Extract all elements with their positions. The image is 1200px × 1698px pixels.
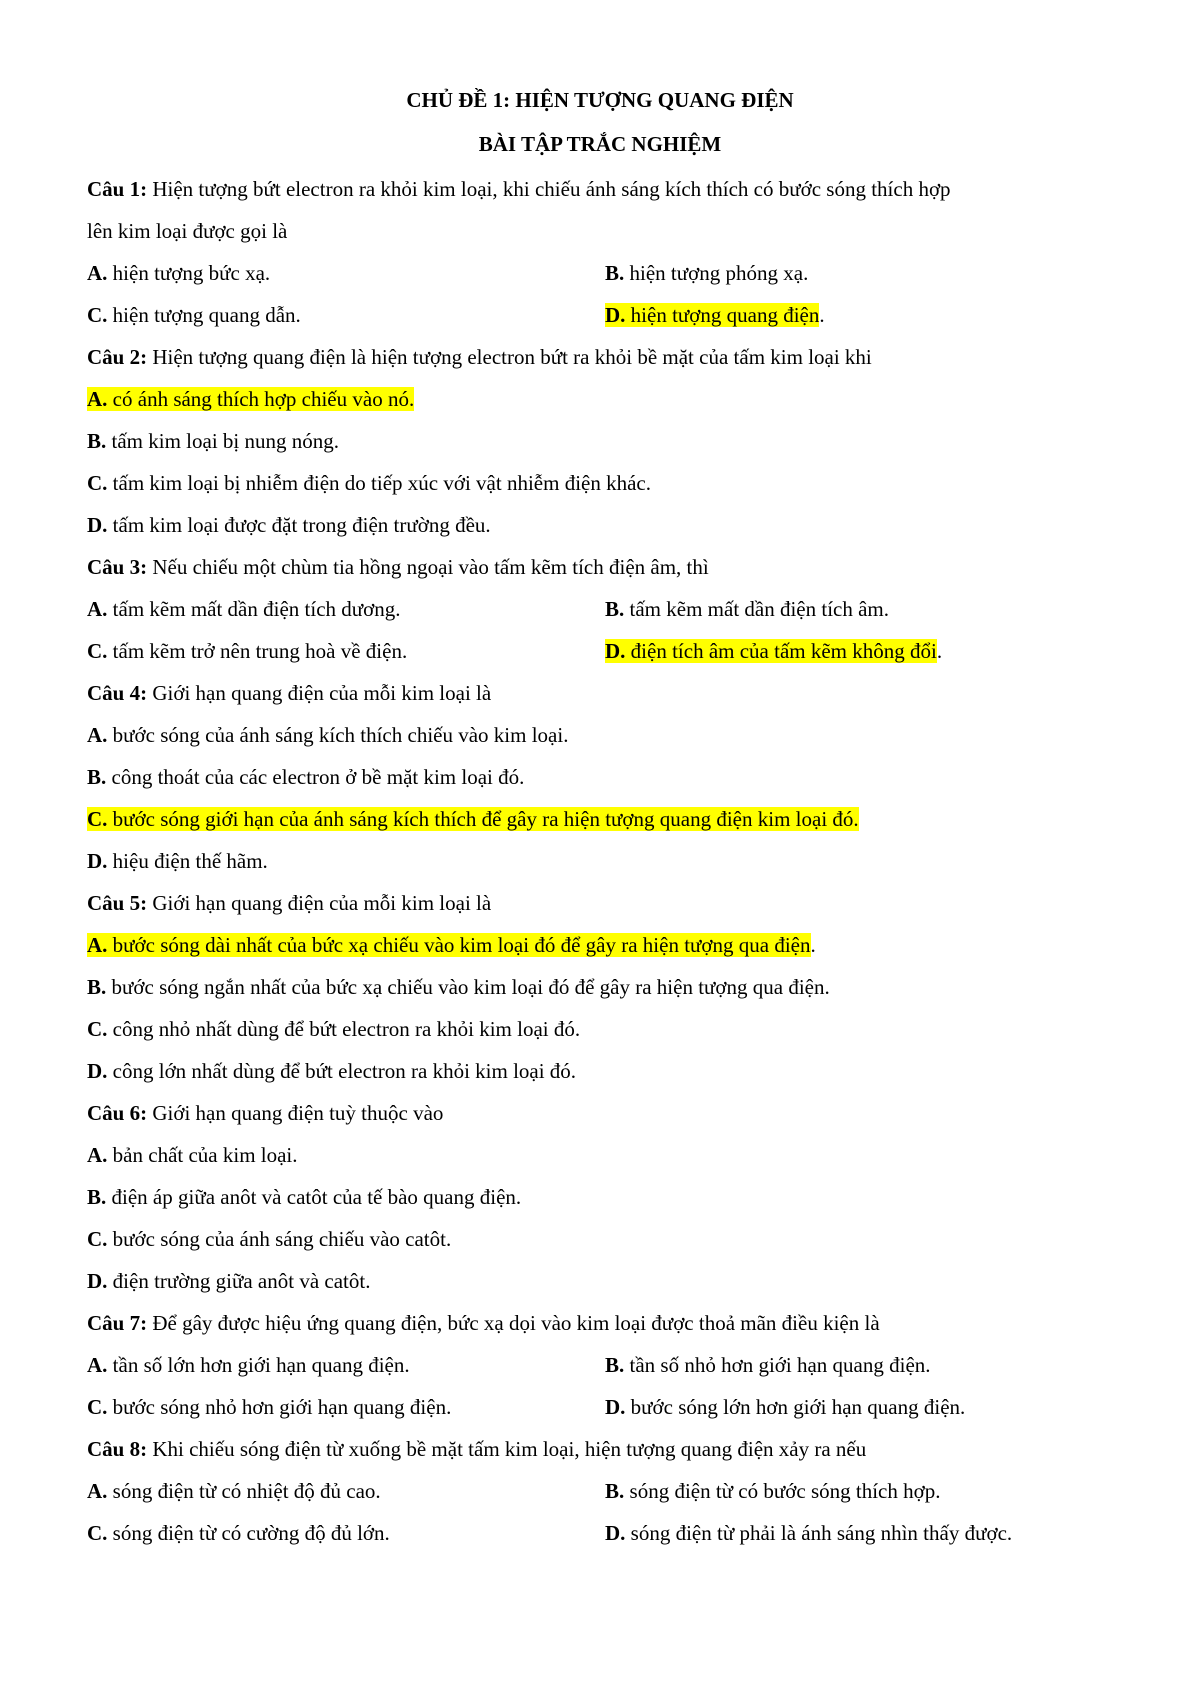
- answer-option-a: A. bản chất của kim loại.: [87, 1143, 298, 1167]
- answer-option-b: B. tấm kẽm mất dần điện tích âm.: [605, 597, 890, 621]
- answer-option-c: C. hiện tượng quang dẫn.: [87, 303, 301, 327]
- answer-option-c: C. công nhỏ nhất dùng để bứt electron ra khỏi kim loại đó.: [87, 1017, 581, 1041]
- question-label: Câu 4:: [87, 681, 148, 705]
- answer-option-b: B. sóng điện từ có bước sóng thích hợp.: [605, 1479, 941, 1503]
- answer-option-d-correct: D. điện tích âm của tấm kẽm không đổi.: [605, 639, 943, 663]
- answer-highlight: D. hiện tượng quang điện: [605, 303, 820, 327]
- answer-highlight: A. bước sóng dài nhất của bức xạ chiếu vào kim loại đó để gây ra hiện tượng qua điện: [87, 933, 811, 957]
- answer-option-b: B. công thoát của các electron ở bề mặt kim loại đó.: [87, 765, 525, 789]
- answer-row: [87, 588, 1127, 630]
- answer-option-b: B. hiện tượng phóng xạ.: [605, 261, 809, 285]
- answer-option-a-correct: A. bước sóng dài nhất của bức xạ chiếu vào kim loại đó để gây ra hiện tượng qua điện.: [87, 933, 816, 957]
- question-text: Nếu chiếu một chùm tia hồng ngoại vào tấm kẽm tích điện âm, thì: [147, 555, 709, 579]
- answer-row: [87, 1470, 1127, 1512]
- question-label: Câu 2:: [87, 345, 148, 369]
- answer-option-d: D. công lớn nhất dùng để bứt electron ra khỏi kim loại đó.: [87, 1059, 577, 1083]
- question-label: Câu 6:: [87, 1101, 148, 1125]
- answer-option-d: D. bước sóng lớn hơn giới hạn quang điện.: [605, 1395, 966, 1419]
- answer-highlight: C. bước sóng giới hạn của ánh sáng kích thích để gây ra hiện tượng quang điện kim loại đó.: [87, 807, 859, 831]
- question-text: Khi chiếu sóng điện từ xuống bề mặt tấm kim loại, hiện tượng quang điện xảy ra nếu: [147, 1437, 867, 1461]
- question-label: Câu 1:: [87, 177, 148, 201]
- question-label: Câu 5:: [87, 891, 148, 915]
- answer-option-b: B. tần số nhỏ hơn giới hạn quang điện.: [605, 1353, 931, 1377]
- answer-option-d: D. điện trường giữa anôt và catôt.: [87, 1269, 371, 1293]
- document-subtitle: BÀI TẬP TRẮC NGHIỆM: [478, 132, 722, 156]
- question-text: Giới hạn quang điện tuỳ thuộc vào: [147, 1101, 444, 1125]
- answer-row: [87, 1344, 1127, 1386]
- answer-row: [87, 294, 1127, 336]
- document-title: CHỦ ĐỀ 1: HIỆN TƯỢNG QUANG ĐIỆN: [406, 88, 794, 112]
- question-5-stem: [87, 882, 1127, 924]
- answer-option-a-correct: [87, 378, 1127, 420]
- answer-option-a: A. hiện tượng bức xạ.: [87, 261, 271, 285]
- answer-option-c: C. tấm kim loại bị nhiễm điện do tiếp xúc với vật nhiễm điện khác.: [87, 471, 651, 495]
- answer-option-b: B. điện áp giữa anôt và catôt của tế bào quang điện.: [87, 1185, 522, 1209]
- question-1-stem-continued: [87, 210, 1127, 252]
- answer-highlight: A. có ánh sáng thích hợp chiếu vào nó.: [87, 387, 415, 411]
- question-label: Câu 7:: [87, 1311, 148, 1335]
- answer-option-d: D. tấm kim loại được đặt trong điện trường đều.: [87, 513, 491, 537]
- answer-row: [87, 630, 1127, 672]
- answer-option-b: B. bước sóng ngắn nhất của bức xạ chiếu vào kim loại đó để gây ra hiện tượng qua điện.: [87, 975, 830, 999]
- answer-option-d-correct: D. hiện tượng quang điện.: [605, 303, 825, 327]
- question-6-stem: [87, 1092, 1127, 1134]
- answer-option-a: A. sóng điện từ có nhiệt độ đủ cao.: [87, 1479, 381, 1503]
- answer-row: [87, 1512, 1127, 1554]
- answer-option-a: A. bước sóng của ánh sáng kích thích chiếu vào kim loại.: [87, 723, 569, 747]
- question-text: lên kim loại được gọi là: [87, 219, 288, 243]
- question-1-stem: [87, 168, 1127, 210]
- answer-option-c: C. bước sóng của ánh sáng chiếu vào catôt.: [87, 1227, 452, 1251]
- answer-row: [87, 1386, 1127, 1428]
- answer-option-a: A. tần số lớn hơn giới hạn quang điện.: [87, 1353, 410, 1377]
- answer-option-c: C. bước sóng nhỏ hơn giới hạn quang điện.: [87, 1395, 452, 1419]
- question-text: Để gây được hiệu ứng quang điện, bức xạ dọi vào kim loại được thoả mãn điều kiện là: [147, 1311, 880, 1335]
- question-4-stem: [87, 672, 1127, 714]
- question-label: Câu 3:: [87, 555, 148, 579]
- answer-option-c-correct: [87, 798, 1127, 840]
- answer-option-b: B. tấm kim loại bị nung nóng.: [87, 429, 339, 453]
- answer-row: [87, 252, 1127, 294]
- answer-option-c: C. tấm kẽm trở nên trung hoà về điện.: [87, 639, 408, 663]
- question-text: Hiện tượng bứt electron ra khỏi kim loại, khi chiếu ánh sáng kích thích có bước sóng thích hợp: [147, 177, 951, 201]
- question-3-stem: [87, 546, 1127, 588]
- answer-option-d: D. sóng điện từ phải là ánh sáng nhìn thấy được.: [605, 1521, 1013, 1545]
- question-2-stem: [87, 336, 1127, 378]
- question-label: Câu 8:: [87, 1437, 148, 1461]
- answer-highlight: D. điện tích âm của tấm kẽm không đổi: [605, 639, 937, 663]
- question-text: Giới hạn quang điện của mỗi kim loại là: [147, 891, 492, 915]
- question-text: Hiện tượng quang điện là hiện tượng electron bứt ra khỏi bề mặt của tấm kim loại khi: [147, 345, 872, 369]
- answer-option-a: A. tấm kẽm mất dần điện tích dương.: [87, 597, 401, 621]
- answer-option-d: D. hiệu điện thế hãm.: [87, 849, 268, 873]
- question-list: [87, 168, 1127, 1554]
- question-text: Giới hạn quang điện của mỗi kim loại là: [147, 681, 492, 705]
- question-8-stem: [87, 1428, 1127, 1470]
- answer-option-c: C. sóng điện từ có cường độ đủ lớn.: [87, 1521, 390, 1545]
- question-7-stem: [87, 1302, 1127, 1344]
